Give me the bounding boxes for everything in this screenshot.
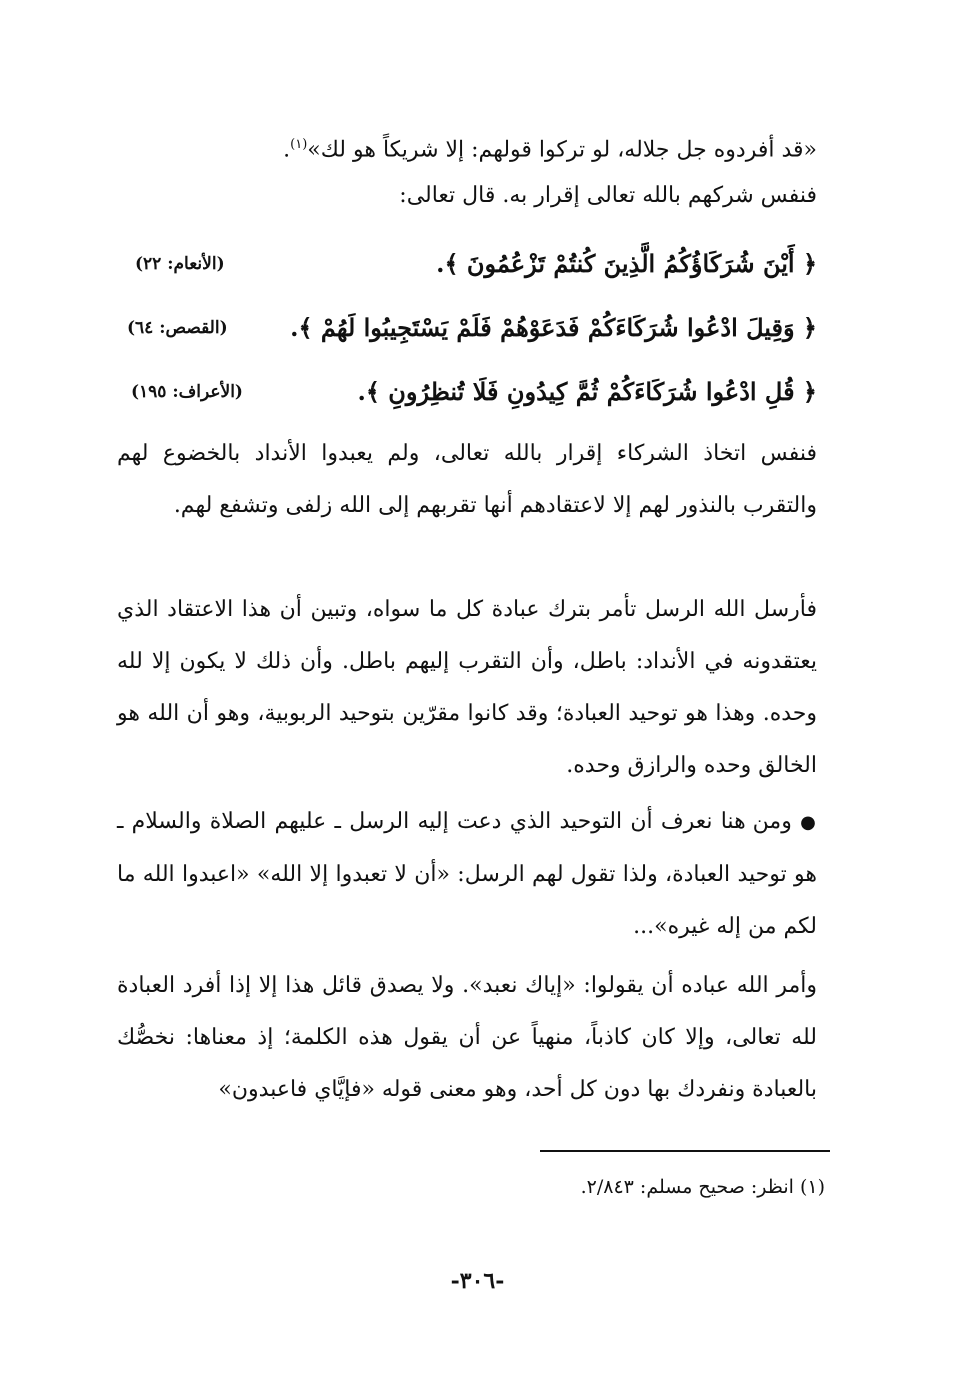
verse-reference: (الأعراف: ١٩٥)	[131, 382, 243, 402]
footnote-divider	[540, 1150, 830, 1152]
paragraph-5: وأمر الله عباده أن يقولوا: «إياك نعبد». ولا يصدق قائل هذا إلا إذا أفرد العبادة لله تعالى، وإلا كان كاذباً، منهياً عن أن يقول هذه الكلمة؛ إذ معناها: نخصُّك بالعبادة ونفردك بها دون كل أحد، وهو معنى قوله «فإيَّاي فاعبدون»	[117, 973, 817, 1102]
verse-text: ﴿ أَيْنَ شُرَكَاؤُكُمُ الَّذِينَ كُنتُمْ تَزْعُمُونَ ﴾.	[436, 249, 817, 278]
verse-row	[117, 300, 817, 364]
verse-row	[117, 236, 817, 300]
bullet-icon: ●	[800, 812, 817, 833]
verse-text: ﴿ قُلِ ادْعُوا شُرَكَاءَكُمْ ثُمَّ كِيدُونِ فَلَا تُنظِرُونِ ﴾.	[357, 377, 817, 406]
verse-row	[117, 364, 817, 428]
footnote-marker[interactable]: (١)	[290, 137, 308, 152]
paragraph-1	[117, 122, 817, 219]
quran-verses	[117, 236, 817, 428]
paragraph-4-text: ومن هنا نعرف أن التوحيد الذي دعت إليه الرسل ـ عليهم الصلاة والسلام ـ هو توحيد العبادة، ولذا تقول لهم الرسل: «أن لا تعبدوا إلا الله» «اعبدوا الله ما لكم من إله غيره»...	[117, 809, 817, 939]
verse-text: ﴿ وَقِيلَ ادْعُوا شُرَكَاءَكُمْ فَدَعَوْهُمْ فَلَمْ يَسْتَجِيبُوا لَهُمْ ﴾.	[290, 313, 817, 342]
footnote: (١) انظر: صحيح مسلم: ٢/٨٤٣.	[580, 1176, 825, 1198]
paragraph-1-line-1: «قد أفردوه جل جلاله، لو تركوا قولهم: إلا شريكاً هو لك»$^{(١)}$.	[283, 137, 817, 163]
paragraph-1-line-2: فنفس شركهم بالله تعالى إقرار به. قال تعالى:	[399, 183, 817, 209]
paragraph-3: فأرسل الله الرسل تأمر بترك عبادة كل ما سواه، وتبين أن هذا الاعتقاد الذي يعتقدونه في الأنداد: باطل، وأن التقرب إليهم باطل. وأن ذلك لا يكون إلا لله وحده. وهذا هو توحيد العبادة؛ وقد كانوا مقرّين بتوحيد الربوبية، وهو أن الله هو الخالق وحده والرازق وحده.	[117, 597, 817, 778]
paragraph-2: فنفس اتخاذ الشركاء إقرار بالله تعالى، ولم يعبدوا الأنداد بالخضوع لهم والتقرب بالنذور لهم إلا لاعتقادهم أنها تقربهم إلى الله زلفى وتشفع لهم.	[117, 441, 817, 518]
page-number: -٣٠٦-	[450, 1268, 505, 1294]
verse-reference: (القصص: ٦٤)	[127, 318, 228, 338]
paragraph-4	[117, 796, 817, 953]
verse-reference: (الأنعام: ٢٢)	[135, 254, 225, 274]
